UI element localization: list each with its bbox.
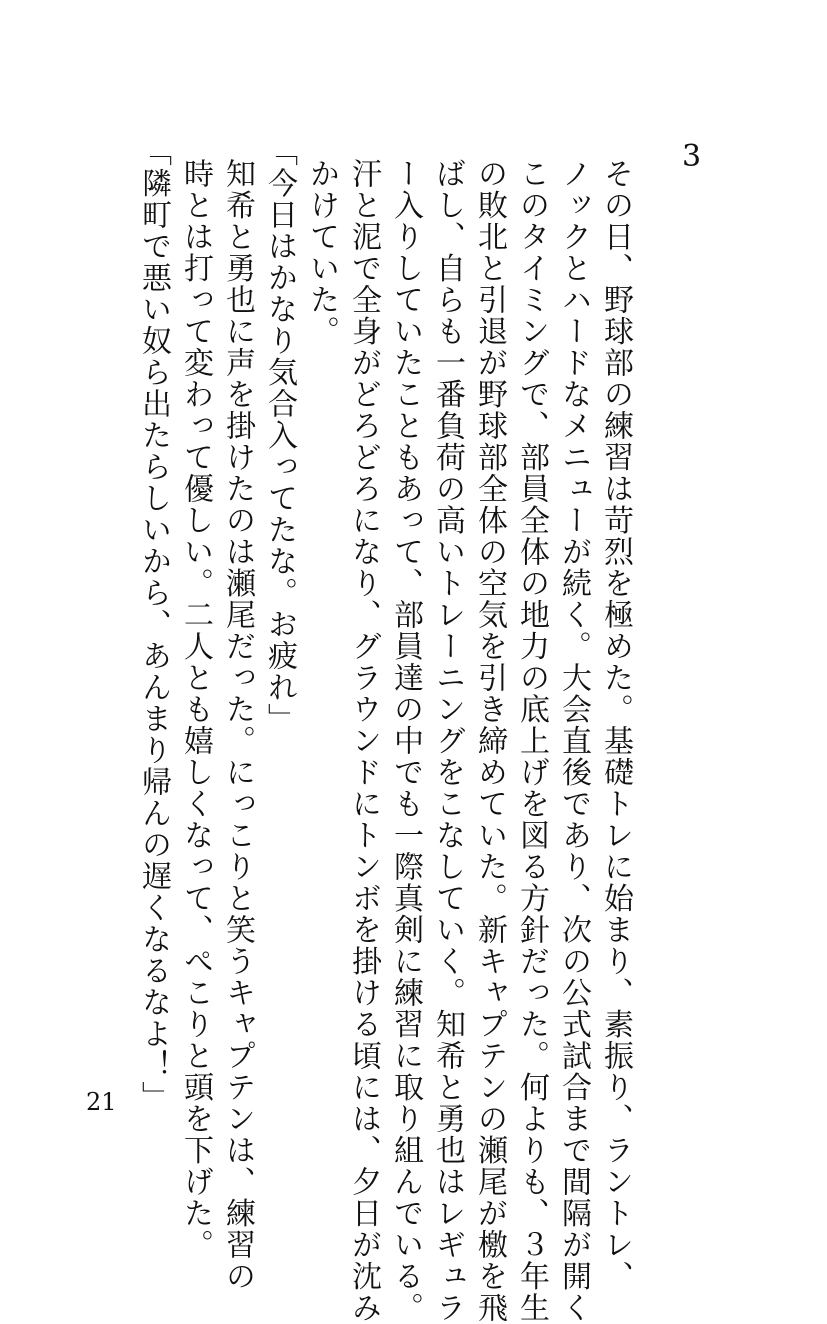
text-column: 汗と泥で全身がどろどろになり、グラウンドにトンボを掛ける頃には、夕日が沈み	[346, 158, 381, 1324]
text-column: ばし、自らも一番負荷の高いトレーニングをこなしていく。知希と勇也はレギュラ	[430, 158, 465, 1324]
text-column: 知希と勇也に声を掛けたのは瀬尾だった。にっこりと笑うキャプテンは、練習の	[220, 158, 255, 1292]
text-column: の敗北と引退が野球部全体の空気を引き締めていた。新キャプテンの瀬尾が檄を飛	[472, 158, 507, 1324]
text-column: かけていた。	[304, 158, 339, 347]
chapter-number: 3	[682, 139, 702, 174]
text-column: 時とは打って変わって優しい。二人とも嬉しくなって、ぺこりと頭を下げた。	[178, 158, 213, 1261]
text-column: このタイミングで、部員全体の地力の底上げを図る方針だった。何よりも、３年生	[514, 158, 549, 1324]
text-column: その日、野球部の練習は苛烈を極めた。基礎トレに始まり、素振り、ラントレ、	[598, 158, 633, 1292]
text-column: ー入りしていたこともあって、部員達の中でも一際真剣に練習に取り組んでいる。	[388, 158, 423, 1324]
text-column: ノックとハードなメニューが続く。大会直後であり、次の公式試合まで間隔が開く	[556, 158, 591, 1324]
page-number: 21	[86, 1088, 117, 1116]
dialogue-column: 「隣町で悪い奴ら出たらしいから、あんまり帰んの遅くなるなよ！」	[136, 136, 171, 1113]
dialogue-column: 「今日はかなり気合入ってたな。お疲れ」	[262, 136, 297, 735]
